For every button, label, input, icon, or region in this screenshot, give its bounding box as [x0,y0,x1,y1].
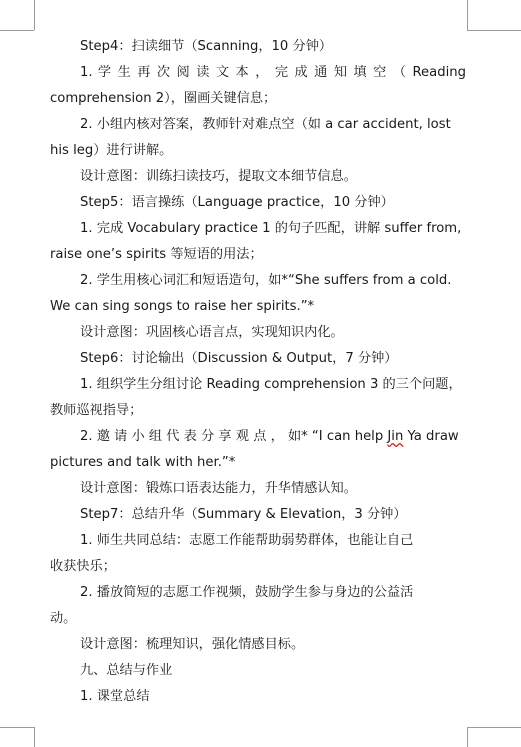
step5-heading: Step5：语言操练（Language practice，10 分钟） [80,195,394,210]
step4-item1-line2: comprehension 2），圈画关键信息； [50,91,277,106]
step4-item2-line2: his leg）进行讲解。 [50,143,173,158]
step4-item2-line1: 2. 小组内核对答案，教师针对难点空（如 a car accident, lost [80,117,451,132]
step7-item2-line2: 动。 [50,611,77,626]
section-nine-heading: 九、总结与作业 [80,663,173,678]
step6-item2-line1-text: 2. 邀 请 小 组 代 表 分 享 观 点 ， 如* “I can help [80,429,388,444]
step7-heading: Step7：总结升华（Summary & Elevation，3 分钟） [80,507,407,522]
class-summary-item: 1. 课堂总结 [80,689,150,704]
step6-item2-line1 [80,428,466,446]
step7-item1-line1: 1. 师生共同总结：志愿工作能帮助弱势群体，也能让自己 [80,533,414,548]
step4-design-intent: 设计意图：训练扫读技巧，提取文本细节信息。 [80,169,357,184]
step5-item1-line2: raise one’s spirits 等短语的用法； [50,247,263,262]
step6-item1-line1: 1. 组织学生分组讨论 Reading comprehension 3 的三个问题， [80,377,462,392]
spellcheck-word: Jin [387,429,404,444]
step5-item2-line1: 2. 学生用核心词汇和短语造句，如*“She suffers from a cold. [80,273,452,288]
step6-item2-line2: pictures and talk with her.”* [50,455,236,470]
step4-heading: Step4：扫读细节（Scanning，10 分钟） [80,39,333,54]
step6-item1-line2: 教师巡视指导； [50,403,143,418]
step6-item2-line1-tail: Ya draw [403,429,459,444]
step7-design-intent: 设计意图：梳理知识，强化情感目标。 [80,637,305,652]
step6-design-intent: 设计意图：锻炼口语表达能力，升华情感认知。 [80,481,357,496]
step6-heading: Step6：讨论输出（Discussion & Output，7 分钟） [80,351,398,366]
step4-item1-line1: 1. 学 生 再 次 阅 读 文 本 ， 完 成 通 知 填 空 （ Reading [80,65,466,80]
step5-design-intent: 设计意图：巩固核心语言点，实现知识内化。 [80,325,344,340]
step5-item1-line1: 1. 完成 Vocabulary practice 1 的句子匹配，讲解 suffer from, [80,221,462,236]
step7-item1-line2: 收获快乐； [50,559,116,574]
step7-item2-line1: 2. 播放简短的志愿工作视频，鼓励学生参与身边的公益活 [80,585,414,600]
step5-item2-line2: We can sing songs to raise her spirits.”* [50,299,315,314]
